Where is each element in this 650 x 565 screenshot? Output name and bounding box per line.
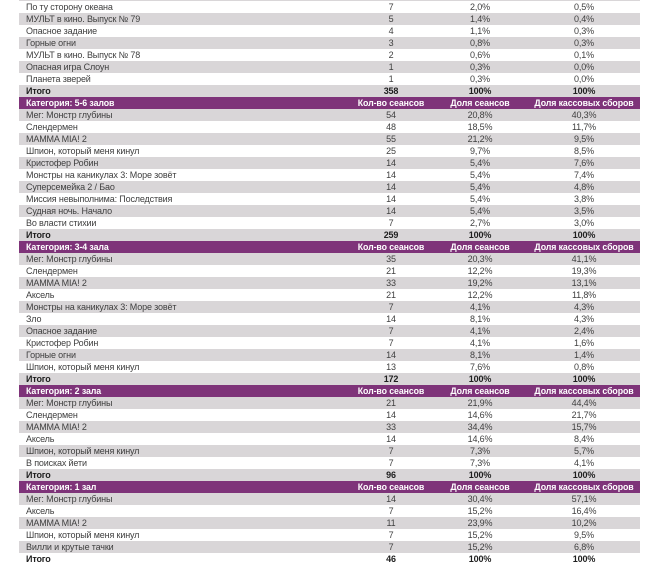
table-row bbox=[19, 289, 640, 301]
table-row bbox=[19, 25, 640, 37]
col-header-share-box-office: Доля кассовых сборов bbox=[534, 482, 634, 492]
col-header-sessions: Кол-во сеансов bbox=[357, 386, 425, 396]
movie-name-cell: Опасное задание bbox=[26, 26, 98, 36]
report-table bbox=[19, 0, 640, 565]
movie-name-cell: Горные огни bbox=[26, 350, 76, 360]
table-row bbox=[19, 301, 640, 313]
box-office-share-cell: 1,6% bbox=[574, 338, 594, 348]
total-label: Итого bbox=[26, 230, 51, 240]
sessions-count-cell: 14 bbox=[386, 158, 396, 168]
sessions-count-cell: 7 bbox=[388, 326, 394, 336]
table-row bbox=[19, 169, 640, 181]
box-office-share-cell: 3,0% bbox=[574, 218, 594, 228]
table-row bbox=[19, 493, 640, 505]
sessions-count-cell: 33 bbox=[386, 422, 396, 432]
sessions-share-cell: 23,9% bbox=[467, 518, 493, 528]
movie-name-cell: MAMMA MIA! 2 bbox=[26, 278, 87, 288]
box-office-share-cell: 5,7% bbox=[574, 446, 594, 456]
total-row bbox=[19, 229, 640, 241]
table-row bbox=[19, 277, 640, 289]
box-office-share-cell: 2,4% bbox=[574, 326, 594, 336]
sessions-count-cell: 3 bbox=[388, 38, 394, 48]
category-label: Категория: 1 зал bbox=[26, 482, 97, 492]
sessions-count-cell: 7 bbox=[388, 458, 394, 468]
movie-name-cell: МУЛЬТ в кино. Выпуск № 78 bbox=[26, 50, 141, 60]
total-box-office-share-cell: 100% bbox=[572, 86, 596, 96]
sessions-share-cell: 8,1% bbox=[470, 314, 490, 324]
sessions-count-cell: 5 bbox=[388, 14, 394, 24]
sessions-count-cell: 13 bbox=[386, 362, 396, 372]
total-label: Итого bbox=[26, 86, 51, 96]
sessions-count-cell: 14 bbox=[386, 170, 396, 180]
sessions-count-cell: 7 bbox=[388, 446, 394, 456]
box-office-share-cell: 3,5% bbox=[574, 206, 594, 216]
table-row bbox=[19, 205, 640, 217]
sessions-share-cell: 5,4% bbox=[470, 194, 490, 204]
movie-name-cell: Шпион, который меня кинул bbox=[26, 362, 140, 372]
table-row bbox=[19, 13, 640, 25]
box-office-share-cell: 15,7% bbox=[571, 422, 597, 432]
sessions-share-cell: 0,3% bbox=[470, 62, 490, 72]
table-row bbox=[19, 541, 640, 553]
total-sessions-cell: 259 bbox=[383, 230, 399, 240]
box-office-share-cell: 44,4% bbox=[571, 398, 597, 408]
sessions-share-cell: 15,2% bbox=[467, 530, 493, 540]
table-row bbox=[19, 505, 640, 517]
movie-name-cell: Кристофер Робин bbox=[26, 158, 99, 168]
sessions-count-cell: 33 bbox=[386, 278, 396, 288]
sessions-share-cell: 21,9% bbox=[467, 398, 493, 408]
movie-name-cell: Кристофер Робин bbox=[26, 338, 99, 348]
box-office-share-cell: 0,1% bbox=[574, 50, 594, 60]
sessions-share-cell: 7,6% bbox=[470, 362, 490, 372]
table-row bbox=[19, 433, 640, 445]
movie-name-cell: Горные огни bbox=[26, 38, 76, 48]
sessions-share-cell: 1,1% bbox=[470, 26, 490, 36]
total-label: Итого bbox=[26, 554, 51, 564]
total-box-office-share-cell: 100% bbox=[572, 374, 596, 384]
sessions-count-cell: 14 bbox=[386, 410, 396, 420]
col-header-share-box-office: Доля кассовых сборов bbox=[534, 242, 634, 252]
sessions-count-cell: 14 bbox=[386, 182, 396, 192]
table-row bbox=[19, 109, 640, 121]
movie-name-cell: Монстры на каникулах 3: Море зовёт bbox=[26, 170, 177, 180]
table-row bbox=[19, 181, 640, 193]
sessions-count-cell: 1 bbox=[388, 74, 394, 84]
sessions-share-cell: 0,6% bbox=[470, 50, 490, 60]
sessions-share-cell: 21,2% bbox=[467, 134, 493, 144]
movie-name-cell: Суперсемейка 2 / Бао bbox=[26, 182, 115, 192]
sessions-count-cell: 35 bbox=[386, 254, 396, 264]
table-row bbox=[19, 1, 640, 13]
total-row bbox=[19, 373, 640, 385]
sessions-count-cell: 2 bbox=[388, 50, 394, 60]
sessions-share-cell: 5,4% bbox=[470, 158, 490, 168]
sessions-share-cell: 12,2% bbox=[467, 290, 493, 300]
movie-name-cell: Слендермен bbox=[26, 122, 78, 132]
table-row bbox=[19, 457, 640, 469]
col-header-share-sessions: Доля сеансов bbox=[450, 242, 510, 252]
box-office-share-cell: 0,0% bbox=[574, 74, 594, 84]
movie-name-cell: MAMMA MIA! 2 bbox=[26, 518, 87, 528]
movie-name-cell: Шпион, который меня кинул bbox=[26, 146, 140, 156]
table-row bbox=[19, 313, 640, 325]
sessions-share-cell: 14,6% bbox=[467, 434, 493, 444]
total-box-office-share-cell: 100% bbox=[572, 230, 596, 240]
category-label: Категория: 3-4 зала bbox=[26, 242, 109, 252]
movie-name-cell: Опасная игра Слоун bbox=[26, 62, 110, 72]
box-office-share-cell: 9,5% bbox=[574, 530, 594, 540]
movie-name-cell: Во власти стихии bbox=[26, 218, 97, 228]
sessions-share-cell: 7,3% bbox=[470, 458, 490, 468]
movie-name-cell: Мег: Монстр глубины bbox=[26, 254, 113, 264]
box-office-share-cell: 8,4% bbox=[574, 434, 594, 444]
box-office-share-cell: 7,4% bbox=[574, 170, 594, 180]
sessions-count-cell: 14 bbox=[386, 194, 396, 204]
sessions-count-cell: 7 bbox=[388, 338, 394, 348]
box-office-share-cell: 1,4% bbox=[574, 350, 594, 360]
sessions-share-cell: 19,2% bbox=[467, 278, 493, 288]
movie-name-cell: Слендермен bbox=[26, 410, 78, 420]
sessions-share-cell: 9,7% bbox=[470, 146, 490, 156]
table-row bbox=[19, 61, 640, 73]
col-header-share-sessions: Доля сеансов bbox=[450, 482, 510, 492]
movie-name-cell: Шпион, который меня кинул bbox=[26, 446, 140, 456]
movie-name-cell: Вилли и крутые тачки bbox=[26, 542, 114, 552]
movie-name-cell: В поисках йети bbox=[26, 458, 87, 468]
table-row bbox=[19, 265, 640, 277]
sessions-share-cell: 8,1% bbox=[470, 350, 490, 360]
table-row bbox=[19, 253, 640, 265]
box-office-share-cell: 0,5% bbox=[574, 2, 594, 12]
table-row bbox=[19, 121, 640, 133]
category-header-row bbox=[19, 97, 640, 109]
box-office-share-cell: 9,5% bbox=[574, 134, 594, 144]
total-sessions-share-cell: 100% bbox=[468, 554, 492, 564]
table-row bbox=[19, 337, 640, 349]
sessions-share-cell: 5,4% bbox=[470, 206, 490, 216]
sessions-count-cell: 14 bbox=[386, 206, 396, 216]
total-sessions-cell: 358 bbox=[383, 86, 399, 96]
table-row bbox=[19, 217, 640, 229]
table-row bbox=[19, 529, 640, 541]
total-sessions-cell: 172 bbox=[383, 374, 399, 384]
box-office-share-cell: 13,1% bbox=[571, 278, 597, 288]
sessions-count-cell: 4 bbox=[388, 26, 394, 36]
total-sessions-share-cell: 100% bbox=[468, 230, 492, 240]
sessions-share-cell: 14,6% bbox=[467, 410, 493, 420]
movie-name-cell: Монстры на каникулах 3: Море зовёт bbox=[26, 302, 177, 312]
box-office-share-cell: 4,3% bbox=[574, 302, 594, 312]
sessions-share-cell: 15,2% bbox=[467, 542, 493, 552]
sessions-share-cell: 34,4% bbox=[467, 422, 493, 432]
col-header-share-sessions: Доля сеансов bbox=[450, 98, 510, 108]
total-sessions-share-cell: 100% bbox=[468, 470, 492, 480]
sessions-share-cell: 2,7% bbox=[470, 218, 490, 228]
sessions-count-cell: 14 bbox=[386, 494, 396, 504]
col-header-share-box-office: Доля кассовых сборов bbox=[534, 386, 634, 396]
movie-name-cell: Аксель bbox=[26, 290, 55, 300]
col-header-share-box-office: Доля кассовых сборов bbox=[534, 98, 634, 108]
total-sessions-cell: 96 bbox=[386, 470, 396, 480]
movie-name-cell: По ту сторону океана bbox=[26, 2, 113, 12]
box-office-share-cell: 0,8% bbox=[574, 362, 594, 372]
sessions-count-cell: 7 bbox=[388, 302, 394, 312]
movie-name-cell: МУЛЬТ в кино. Выпуск № 79 bbox=[26, 14, 141, 24]
box-office-share-cell: 0,3% bbox=[574, 38, 594, 48]
total-sessions-share-cell: 100% bbox=[468, 86, 492, 96]
box-office-share-cell: 4,1% bbox=[574, 458, 594, 468]
sessions-share-cell: 1,4% bbox=[470, 14, 490, 24]
table-row bbox=[19, 409, 640, 421]
total-box-office-share-cell: 100% bbox=[572, 554, 596, 564]
movie-name-cell: Опасное задание bbox=[26, 326, 98, 336]
sessions-share-cell: 15,2% bbox=[467, 506, 493, 516]
sessions-share-cell: 5,4% bbox=[470, 182, 490, 192]
box-office-share-cell: 4,3% bbox=[574, 314, 594, 324]
movie-name-cell: MAMMA MIA! 2 bbox=[26, 422, 87, 432]
total-sessions-share-cell: 100% bbox=[468, 374, 492, 384]
box-office-share-cell: 0,0% bbox=[574, 62, 594, 72]
category-header-row bbox=[19, 241, 640, 253]
table-row bbox=[19, 421, 640, 433]
sessions-count-cell: 7 bbox=[388, 218, 394, 228]
total-label: Итого bbox=[26, 470, 51, 480]
total-row bbox=[19, 469, 640, 481]
sessions-share-cell: 4,1% bbox=[470, 302, 490, 312]
sessions-share-cell: 5,4% bbox=[470, 170, 490, 180]
movie-name-cell: Аксель bbox=[26, 434, 55, 444]
table-row bbox=[19, 73, 640, 85]
sessions-count-cell: 1 bbox=[388, 62, 394, 72]
box-office-share-cell: 21,7% bbox=[571, 410, 597, 420]
sessions-count-cell: 55 bbox=[386, 134, 396, 144]
sessions-share-cell: 2,0% bbox=[470, 2, 490, 12]
category-label: Категория: 5-6 залов bbox=[26, 98, 115, 108]
box-office-share-cell: 0,3% bbox=[574, 26, 594, 36]
sessions-count-cell: 21 bbox=[386, 290, 396, 300]
movie-name-cell: MAMMA MIA! 2 bbox=[26, 134, 87, 144]
table-row bbox=[19, 145, 640, 157]
sessions-count-cell: 54 bbox=[386, 110, 396, 120]
sessions-count-cell: 14 bbox=[386, 434, 396, 444]
box-office-share-cell: 8,5% bbox=[574, 146, 594, 156]
movie-name-cell: Мег: Монстр глубины bbox=[26, 494, 113, 504]
movie-name-cell: Планета зверей bbox=[26, 74, 91, 84]
sessions-count-cell: 7 bbox=[388, 530, 394, 540]
box-office-share-cell: 11,8% bbox=[571, 290, 597, 300]
table-row bbox=[19, 445, 640, 457]
box-office-share-cell: 41,1% bbox=[571, 254, 597, 264]
movie-name-cell: Миссия невыполнима: Последствия bbox=[26, 194, 173, 204]
movie-name-cell: Мег: Монстр глубины bbox=[26, 398, 113, 408]
table-row bbox=[19, 361, 640, 373]
sessions-share-cell: 7,3% bbox=[470, 446, 490, 456]
category-label: Категория: 2 зала bbox=[26, 386, 102, 396]
movie-name-cell: Мег: Монстр глубины bbox=[26, 110, 113, 120]
sessions-count-cell: 7 bbox=[388, 2, 394, 12]
table-row bbox=[19, 397, 640, 409]
total-box-office-share-cell: 100% bbox=[572, 470, 596, 480]
col-header-share-sessions: Доля сеансов bbox=[450, 386, 510, 396]
sessions-share-cell: 4,1% bbox=[470, 338, 490, 348]
box-office-share-cell: 40,3% bbox=[571, 110, 597, 120]
table-row bbox=[19, 517, 640, 529]
sessions-share-cell: 30,4% bbox=[467, 494, 493, 504]
table-row bbox=[19, 157, 640, 169]
table-row bbox=[19, 193, 640, 205]
sessions-share-cell: 20,8% bbox=[467, 110, 493, 120]
sessions-count-cell: 48 bbox=[386, 122, 396, 132]
table-row bbox=[19, 133, 640, 145]
col-header-sessions: Кол-во сеансов bbox=[357, 242, 425, 252]
movie-name-cell: Слендермен bbox=[26, 266, 78, 276]
sessions-count-cell: 21 bbox=[386, 398, 396, 408]
sessions-share-cell: 18,5% bbox=[467, 122, 493, 132]
table-row bbox=[19, 325, 640, 337]
sessions-share-cell: 4,1% bbox=[470, 326, 490, 336]
box-office-share-cell: 0,4% bbox=[574, 14, 594, 24]
sessions-count-cell: 14 bbox=[386, 350, 396, 360]
sessions-count-cell: 7 bbox=[388, 506, 394, 516]
sessions-count-cell: 14 bbox=[386, 314, 396, 324]
sessions-count-cell: 11 bbox=[386, 518, 396, 528]
sessions-share-cell: 12,2% bbox=[467, 266, 493, 276]
box-office-share-cell: 16,4% bbox=[571, 506, 597, 516]
sessions-count-cell: 21 bbox=[386, 266, 396, 276]
box-office-share-cell: 11,7% bbox=[571, 122, 597, 132]
sessions-share-cell: 0,3% bbox=[470, 74, 490, 84]
movie-name-cell: Зло bbox=[26, 314, 42, 324]
movie-name-cell: Шпион, который меня кинул bbox=[26, 530, 140, 540]
sessions-share-cell: 20,3% bbox=[467, 254, 493, 264]
col-header-sessions: Кол-во сеансов bbox=[357, 482, 425, 492]
sessions-share-cell: 0,8% bbox=[470, 38, 490, 48]
category-header-row bbox=[19, 385, 640, 397]
movie-name-cell: Судная ночь. Начало bbox=[26, 206, 112, 216]
box-office-share-cell: 19,3% bbox=[571, 266, 597, 276]
col-header-sessions: Кол-во сеансов bbox=[357, 98, 425, 108]
box-office-share-cell: 7,6% bbox=[574, 158, 594, 168]
sessions-count-cell: 7 bbox=[388, 542, 394, 552]
category-header-row bbox=[19, 481, 640, 493]
table-row bbox=[19, 37, 640, 49]
box-office-share-cell: 4,8% bbox=[574, 182, 594, 192]
table-row bbox=[19, 49, 640, 61]
total-row bbox=[19, 85, 640, 97]
total-row bbox=[19, 553, 640, 565]
movie-name-cell: Аксель bbox=[26, 506, 55, 516]
sessions-count-cell: 25 bbox=[386, 146, 396, 156]
box-office-share-cell: 3,8% bbox=[574, 194, 594, 204]
table-row bbox=[19, 349, 640, 361]
box-office-share-cell: 6,8% bbox=[574, 542, 594, 552]
box-office-share-cell: 57,1% bbox=[571, 494, 597, 504]
total-sessions-cell: 46 bbox=[386, 554, 396, 564]
box-office-share-cell: 10,2% bbox=[571, 518, 597, 528]
total-label: Итого bbox=[26, 374, 51, 384]
